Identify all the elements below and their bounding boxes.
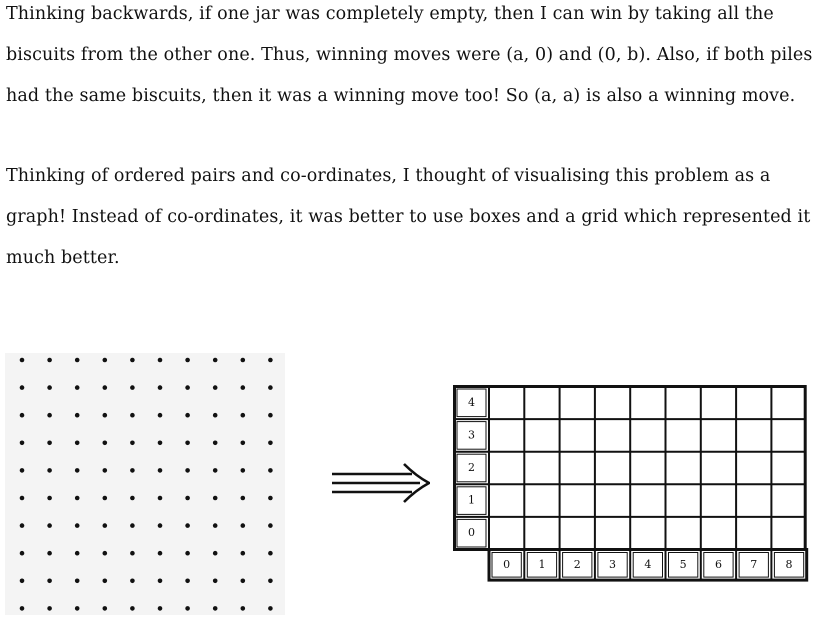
column-label: 7 <box>750 557 758 571</box>
implies-arrow-icon <box>330 460 430 510</box>
lattice-dot <box>213 468 218 473</box>
lattice-dot <box>20 579 25 584</box>
lattice-dot <box>130 358 135 363</box>
lattice-dot <box>241 606 246 611</box>
lattice-dot <box>213 413 218 418</box>
lattice-dot <box>20 385 25 390</box>
lattice-dot <box>268 579 273 584</box>
lattice-dot <box>185 358 190 363</box>
lattice-dot <box>130 468 135 473</box>
lattice-dot <box>213 551 218 556</box>
row-label: 2 <box>468 461 475 474</box>
lattice-dot <box>103 358 108 363</box>
lattice-dot <box>241 496 246 501</box>
lattice-dot <box>20 413 25 418</box>
lattice-dot <box>103 551 108 556</box>
column-label: 4 <box>644 557 652 571</box>
lattice-dot <box>268 413 273 418</box>
lattice-dot <box>130 385 135 390</box>
row-label: 1 <box>468 493 475 507</box>
column-label: 1 <box>538 557 546 571</box>
lattice-dot <box>158 551 163 556</box>
lattice-dot <box>75 441 80 446</box>
lattice-dot <box>20 551 25 556</box>
lattice-dot <box>20 358 25 363</box>
lattice-dot <box>241 358 246 363</box>
lattice-dot <box>241 523 246 528</box>
coordinate-grid <box>453 385 811 589</box>
lattice-dot <box>20 523 25 528</box>
lattice-dot <box>241 579 246 584</box>
lattice-dot <box>185 468 190 473</box>
lattice-dot <box>158 413 163 418</box>
lattice-dot <box>213 385 218 390</box>
lattice-dot <box>47 551 52 556</box>
lattice-dot <box>158 358 163 363</box>
lattice-dot <box>213 358 218 363</box>
lattice-dot <box>75 496 80 501</box>
lattice-dot <box>47 496 52 501</box>
lattice-dot <box>213 606 218 611</box>
lattice-dot <box>268 496 273 501</box>
lattice-dot <box>185 441 190 446</box>
lattice-dot <box>158 523 163 528</box>
lattice-dot <box>158 496 163 501</box>
lattice-dot <box>20 441 25 446</box>
lattice-dot <box>268 551 273 556</box>
lattice-dot <box>241 441 246 446</box>
lattice-dot <box>268 358 273 363</box>
lattice-dot <box>213 441 218 446</box>
lattice-dot <box>103 413 108 418</box>
row-label: 4 <box>468 395 475 409</box>
lattice-dot <box>241 413 246 418</box>
lattice-dot <box>268 441 273 446</box>
lattice-dot <box>103 523 108 528</box>
dot-lattice-image <box>5 353 285 615</box>
lattice-dot <box>75 579 80 584</box>
paragraph-visualisation: Thinking of ordered pairs and co-ordinates, I thought of visualising this problem as a graph! Instead of co-ordinates, it was better to use boxes and a grid which represented it much better. <box>6 166 811 268</box>
lattice-dot <box>47 579 52 584</box>
lattice-dot <box>213 496 218 501</box>
column-label: 0 <box>503 557 511 571</box>
lattice-dot <box>241 468 246 473</box>
lattice-dot <box>158 441 163 446</box>
lattice-dot <box>20 468 25 473</box>
lattice-dot <box>268 523 273 528</box>
lattice-dot <box>130 606 135 611</box>
lattice-dot <box>130 441 135 446</box>
lattice-dot <box>75 551 80 556</box>
lattice-dot <box>47 413 52 418</box>
lattice-dot <box>185 523 190 528</box>
lattice-dot <box>75 523 80 528</box>
lattice-dot <box>130 496 135 501</box>
lattice-dot <box>20 496 25 501</box>
lattice-dot <box>130 523 135 528</box>
lattice-dot <box>47 441 52 446</box>
lattice-dot <box>75 468 80 473</box>
lattice-dot <box>75 358 80 363</box>
lattice-dot <box>158 606 163 611</box>
lattice-dot <box>268 606 273 611</box>
lattice-dot <box>268 468 273 473</box>
lattice-dot <box>158 579 163 584</box>
lattice-dot <box>103 441 108 446</box>
lattice-dot <box>213 579 218 584</box>
lattice-dot <box>47 385 52 390</box>
column-label: 6 <box>714 557 722 571</box>
dot-lattice <box>5 353 285 615</box>
lattice-dot <box>47 523 52 528</box>
lattice-dot <box>47 606 52 611</box>
column-label: 2 <box>573 557 581 571</box>
lattice-dot <box>103 385 108 390</box>
lattice-dot <box>241 385 246 390</box>
lattice-dot <box>158 468 163 473</box>
column-label: 5 <box>679 557 687 571</box>
lattice-dot <box>185 413 190 418</box>
lattice-dot <box>185 496 190 501</box>
row-label: 3 <box>468 428 475 442</box>
lattice-dot <box>213 523 218 528</box>
lattice-dot <box>268 385 273 390</box>
lattice-dot <box>47 358 52 363</box>
lattice-dot <box>241 551 246 556</box>
lattice-dot <box>75 385 80 390</box>
column-label: 8 <box>785 557 793 571</box>
lattice-dot <box>185 551 190 556</box>
lattice-dot <box>185 385 190 390</box>
lattice-dot <box>130 579 135 584</box>
lattice-dot <box>47 468 52 473</box>
lattice-dot <box>130 413 135 418</box>
lattice-dot <box>20 606 25 611</box>
lattice-dot <box>75 413 80 418</box>
lattice-dot <box>103 606 108 611</box>
row-label: 0 <box>468 526 475 540</box>
lattice-dot <box>158 385 163 390</box>
lattice-dot <box>103 468 108 473</box>
lattice-dot <box>185 606 190 611</box>
lattice-dot <box>75 606 80 611</box>
lattice-dot <box>130 551 135 556</box>
lattice-dot <box>103 496 108 501</box>
column-label: 3 <box>609 557 617 571</box>
lattice-dot <box>103 579 108 584</box>
paragraph-winning-moves: Thinking backwards, if one jar was completely empty, then I can win by taking all the biscuits from the other one. Thus, winning moves were (a, 0) and (0, b). Also, if both piles had the same biscuits, then it was a winning move too! So (a, a) is also a winning move. <box>6 4 813 106</box>
lattice-dot <box>185 579 190 584</box>
